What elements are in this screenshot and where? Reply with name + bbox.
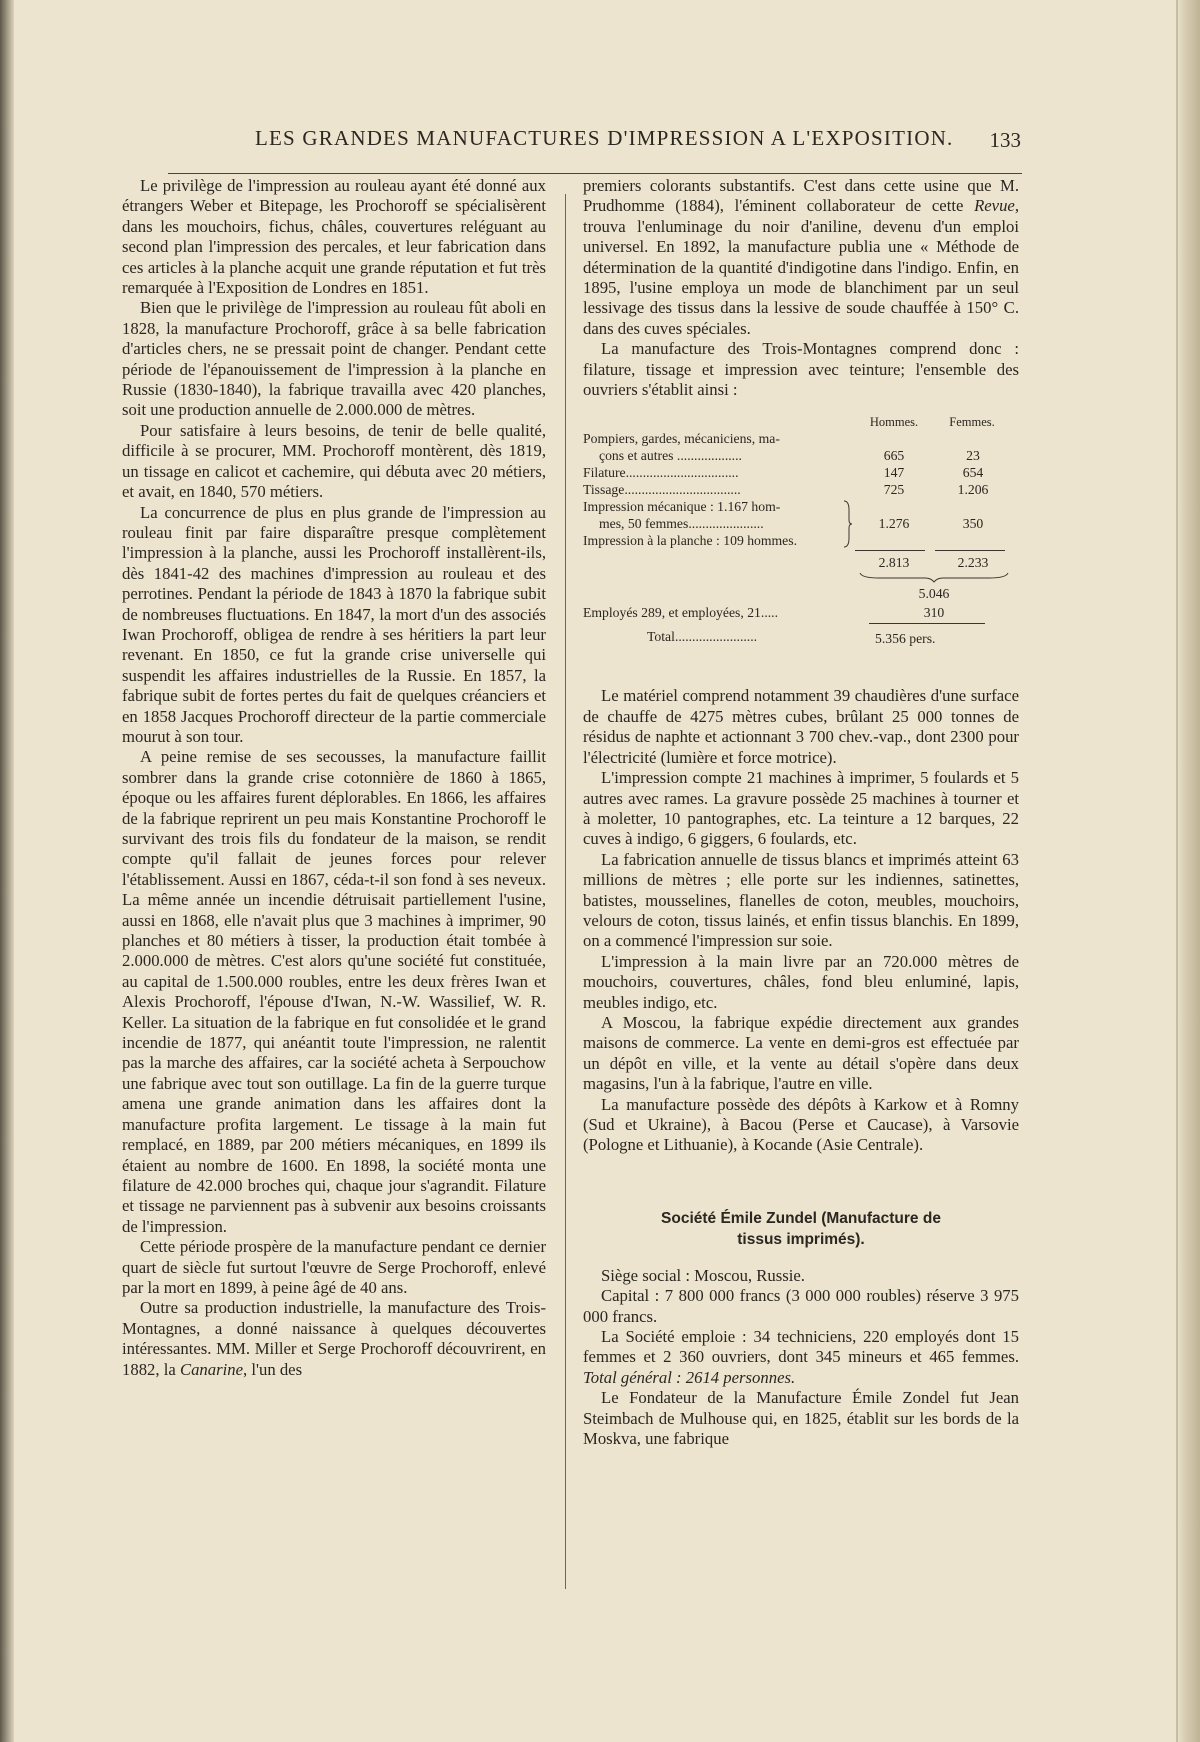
row-label: Pompiers, gardes, mécaniciens, ma-: [583, 431, 780, 447]
paragraph: A peine remise de ses secousses, la manufacture faillit sombrer dans la grande crise cotonnière de 1860 à 1865, époque ou les affaires furent déplorables. En 1866, les affaires de la fabrique reprirent un peu mais Konstantine Prochoroff le survivant des trois fils du fondateur de la maison, se rendit compte qu'il fallait de jeunes forces pour relever l'établissement. Aussi en 1867, céda-t-il son fond à ses neveux. La même année un incendie détruisait partiellement l'usine, aussi en 1868, elle n'avait plus que 3 machines à imprimer, 90 planches et 80 métiers à tisser, la production était tombée à 2.000.000 de mètres. C'est alors qu'une société fut constituée, au capital de 1.500.000 roubles, entre les deux frères Iwan et Alexis Prochoroff, l'épouse d'Iwan, N.-W. Wassilief, W. R. Keller. La situation de la fabrique en fut consolidée et le grand incendie de 1877, qui anéantit toute l'impression, ne ralentit pas la marche des affaires, car la société acheta à Serpouchow une fabrique avec tout son outillage. La fin de la guerre turque amena une grande animation dans les affaires dont la manufacture profita largement. Le tissage à la main fut remplacé, en 1889, par 200 métiers mécaniques, en 1899 ils étaient au nombre de 1600. En 1898, la société monta une filature de 42.000 broches qui, chaque jour s'agrandit. Filature et tissage ne parviennent pas à subvenir aux besoins croissants de l'impression.: [122, 747, 546, 1236]
italic-total: Total général : 2614 personnes.: [583, 1367, 796, 1387]
combined-total: 5.046: [918, 586, 950, 602]
row-label: Employés 289, et employées, 21.....: [583, 605, 779, 621]
paragraph: Le privilège de l'impression au rouleau ayant été donné aux étrangers Weber et Bitepage, les Prochoroff se spécialisèrent dans les mouchoirs, fichus, châles, couvertures reléguant au second plan l'impression des percales, et leur fabrication dans ces articles à la planche acquit une grande réputation et fut très remarquée à l'Exposition de Londres en 1851.: [122, 176, 546, 298]
subtotal-women: 2.233: [957, 555, 989, 571]
cell-men: 147: [883, 465, 905, 481]
cell-women: 654: [962, 465, 984, 481]
brace-icon: [843, 500, 853, 548]
paragraph: Pour satisfaire à leurs besoins, de tenir de belle qualité, difficile à se procurer, MM. Prochoroff montèrent, dès 1819, un tissage en calicot et cachemire, qui débuta avec 20 métiers, et avait, en 1840, 570 métiers.: [122, 420, 546, 502]
cell-women: 350: [962, 516, 984, 532]
italic-term: Canarine: [179, 1359, 243, 1379]
italic-term: Revue: [974, 196, 1015, 216]
paragraph: La fabrication annuelle de tissus blancs et imprimés atteint 63 millions de mètres ; elle porte sur les indiennes, satinettes, batistes, mousselines, flanelles de coton, meubles, mouchoirs, velours de coton, tissus lainés, et enfin tissus blanchis. En 1899, on a commencé l'impression sur soie.: [583, 849, 1019, 951]
row-label: Tissage..................................: [583, 482, 741, 498]
cell-women: 1.206: [957, 482, 989, 498]
left-column: [122, 176, 546, 1380]
paragraph: La manufacture possède des dépôts à Karkow et à Romny (Sud et Ukraine), à Bacou (Perse et Caucase), à Varsovie (Pologne et Lithuanie), à Kocande (Asie Centrale).: [583, 1094, 1019, 1155]
brace-icon: [859, 571, 1009, 583]
right-column: [583, 176, 1019, 1449]
paragraph: La concurrence de plus en plus grande de l'impression au rouleau finit par faire disparaître presque complètement l'impression à la planche, aussi les Prochoroff installèrent-ils, dès 1841-42 des machines d'impression au rouleau et des perrotines. Pendant la période de 1843 à 1870 la fabrique subit de nombreuses fluctuations. En 1847, la mort d'un des associés Iwan Prochoroff, obligea de rendre à ses héritiers la part leur revenant. En 1850, ce fut la grande crise universelle qui suspendit les affaires industrielles de la Russie. En 1857, la fabrique subit de fortes pertes du fait de quelques créanciers et en 1858 Jacques Prochoroff directeur de la partie commerciale mourut à son tour.: [122, 502, 546, 746]
col-header-women: Femmes.: [949, 415, 995, 430]
binding-gutter: [0, 0, 14, 1742]
paragraph: Le Fondateur de la Manufacture Émile Zondel fut Jean Steimbach de Mulhouse qui, en 1825, établit sur les bords de la Moskva, une fabrique: [583, 1388, 1019, 1449]
sum-rule: [935, 550, 1005, 551]
paragraph: Le matériel comprend notamment 39 chaudières d'une surface de chauffe de 4275 mètres cubes, brûlant 25 000 tonnes de résidus de naphte et actionnant 3 700 chev.-vap., dont 2300 pour l'électricité (lumière et force motrice).: [583, 686, 1019, 767]
cell-men: 1.276: [878, 516, 910, 532]
cell-men: 665: [883, 448, 905, 464]
paragraph: Capital : 7 800 000 francs (3 000 000 roubles) réserve 3 975 000 francs.: [583, 1286, 1019, 1326]
total-label: Total........................: [647, 629, 758, 645]
row-label: Impression mécanique : 1.167 hom-: [583, 499, 781, 515]
running-title: LES GRANDES MANUFACTURES D'IMPRESSION A L'EXPOSITION.: [255, 126, 954, 150]
cell-men: 725: [883, 482, 905, 498]
workers-table: [583, 414, 1019, 670]
running-header: [235, 126, 1021, 156]
fore-edge: [1178, 0, 1200, 1742]
page-number: 133: [989, 128, 1021, 152]
paragraph: Bien que le privilège de l'impression au rouleau fût aboli en 1828, la manufacture Prochoroff, grâce à sa belle fabrication d'articles chers, ne se pressait point de changer. Pendant cette période de l'épanouissement de l'impression à la planche en Russie (1830-1840), la fabrique travailla avec 420 planches, soit une production annuelle de 2.000.000 de mètres.: [122, 298, 546, 420]
paragraph: L'impression compte 21 machines à imprimer, 5 foulards et 5 autres avec rames. La gravure possède 25 machines à tourner et à moletter, 10 pantographes, etc. La teinture a 12 barques, 22 cuves à indigo, 6 giggers, 6 foulards, etc.: [583, 768, 1019, 849]
employees-total: 310: [923, 605, 945, 621]
column-divider: [565, 194, 566, 1589]
paragraph: premiers colorants substantifs. C'est dans cette usine que M. Prudhomme (1884), l'éminent collaborateur de cette Revue, trouva l'enluminage du noir d'aniline, devenu d'un emploi universel. En 1892, la manufacture publia une « Méthode de détermination de la quantité d'indigotine dans l'indigo. Enfin, en 1895, l'usine employa un mode de blanchiment par un seul lessivage des tissus dans la lessive de soude chauffée à 150° C. dans des cuves spéciales.: [583, 176, 1019, 338]
paragraph: Siège social : Moscou, Russie.: [601, 1265, 805, 1285]
paragraph: La Société emploie : 34 techniciens, 220 employés dont 15 femmes et 2 360 ouvriers, dont 345 mineurs et 465 femmes. Total général : 2614 personnes.: [583, 1327, 1019, 1387]
paragraph: L'impression à la main livre par an 720.000 mètres de mouchoirs, couvertures, châles, fond bleu enluminé, lapis, meubles indigo, etc.: [583, 951, 1019, 1012]
sum-rule: [855, 550, 925, 551]
row-label: Impression à la planche : 109 hommes.: [583, 533, 798, 549]
subtotal-men: 2.813: [878, 555, 910, 571]
paragraph: Cette période prospère de la manufacture pendant ce dernier quart de siècle fut surtout l'œuvre de Serge Prochoroff, enlevé par la mort en 1899, à peine âgé de 40 ans.: [122, 1237, 546, 1297]
row-label: çons et autres ...................: [599, 448, 742, 464]
paragraph: A Moscou, la fabrique expédie directement aux grandes maisons de commerce. La vente en demi-gros est effectuée par un dépôt en ville, et la vente au détail s'opère dans deux magasins, l'un à la fabrique, l'autre en ville.: [583, 1012, 1019, 1094]
cell-women: 23: [966, 448, 980, 464]
sum-rule: [869, 623, 985, 624]
row-label: mes, 50 femmes......................: [599, 516, 764, 532]
paragraph: La manufacture des Trois-Montagnes comprend donc : filature, tissage et impression avec teinture; l'ensemble des ouvriers s'établit ainsi :: [583, 339, 1019, 400]
row-label: Filature.................................: [583, 465, 739, 481]
grand-total: 5.356 pers.: [875, 631, 936, 647]
section-heading: Société Émile Zundel (Manufacture de tissus imprimés).: [661, 1209, 941, 1248]
paragraph: Outre sa production industrielle, la manufacture des Trois-Montagnes, a donné naissance à quelques découvertes intéressantes. MM. Miller et Serge Prochoroff découvrirent, en 1882, la Canarine, l'un des: [122, 1298, 546, 1379]
col-header-men: Hommes.: [869, 415, 919, 430]
header-rule: [168, 173, 1022, 174]
